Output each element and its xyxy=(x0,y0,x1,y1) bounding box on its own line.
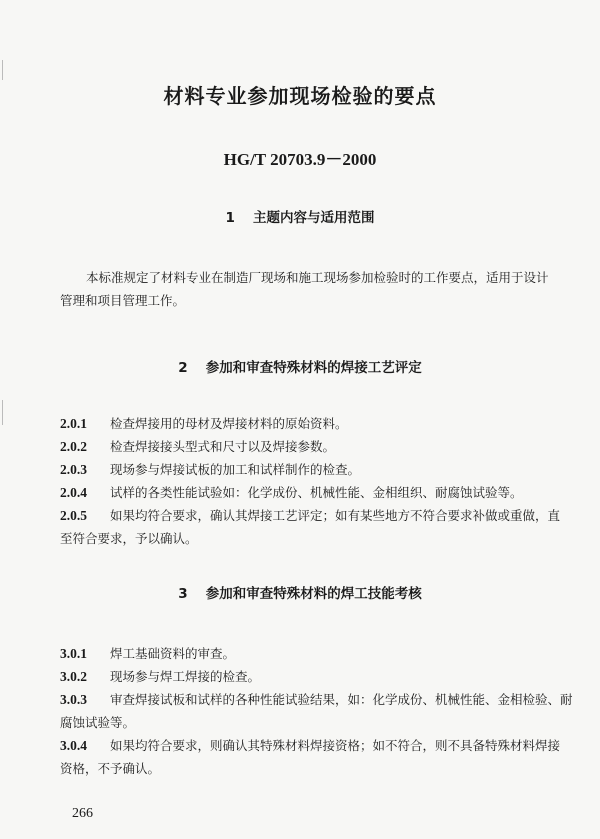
clause-continuation: 至符合要求，予以确认。 xyxy=(60,531,198,546)
clause-text: 焊工基础资料的审查。 xyxy=(110,646,236,661)
clause-3-0-3 xyxy=(60,688,573,711)
paragraph-line: 管理和项目管理工作。 xyxy=(60,293,186,308)
clause-3-0-1 xyxy=(60,642,540,665)
clause-text: 审查焊接试板和试样的各种性能试验结果，如：化学成份、机械性能、金相检验、耐 xyxy=(110,692,573,707)
clause-continuation: 资格，不予确认。 xyxy=(60,761,161,776)
paragraph-line: 本标准规定了材料专业在制造厂现场和施工现场参加检验时的工作要点，适用于设计 xyxy=(86,270,549,285)
clause-number: 2.0.1 xyxy=(60,416,87,431)
standard-code: HG/T 20703.9－2000 xyxy=(223,150,377,169)
scan-mark xyxy=(2,400,3,425)
clause-text: 如果均符合要求，确认其焊接工艺评定；如有某些地方不符合要求补做或重做，直 xyxy=(110,508,561,523)
clause-2-0-5 xyxy=(60,504,561,527)
clause-number: 3.0.1 xyxy=(60,646,87,661)
clause-text: 如果均符合要求，则确认其特殊材料焊接资格；如不符合，则不具备特殊材料焊接 xyxy=(110,738,561,753)
clause-text: 现场参与焊工焊接的检查。 xyxy=(110,669,261,684)
clause-text: 试样的各类性能试验如：化学成份、机械性能、金相组织、耐腐蚀试验等。 xyxy=(110,485,523,500)
clause-number: 2.0.5 xyxy=(60,508,87,523)
clause-text: 现场参与焊接试板的加工和试样制作的检查。 xyxy=(110,462,361,477)
clause-number: 3.0.2 xyxy=(60,669,87,684)
clause-continuation: 腐蚀试验等。 xyxy=(60,715,136,730)
section-number: 1 xyxy=(225,210,235,226)
page-title: 材料专业参加现场检验的要点 xyxy=(163,84,437,108)
clause-number: 2.0.2 xyxy=(60,439,87,454)
clause-number: 3.0.3 xyxy=(60,692,87,707)
clause-3-0-4 xyxy=(60,734,561,757)
section-title: 参加和审查特殊材料的焊接工艺评定 xyxy=(205,360,422,376)
clause-2-0-2 xyxy=(60,435,540,458)
section-heading-2 xyxy=(0,356,600,376)
clause-number: 2.0.4 xyxy=(60,485,87,500)
section-heading-3 xyxy=(0,582,600,602)
clause-number: 2.0.3 xyxy=(60,462,87,477)
section-number: 3 xyxy=(178,586,188,602)
section-number: 2 xyxy=(178,360,188,376)
clause-2-0-1 xyxy=(60,412,540,435)
clause-2-0-4 xyxy=(60,481,540,504)
section-title: 主题内容与适用范围 xyxy=(252,210,375,226)
clause-3-0-2 xyxy=(60,665,540,688)
section-heading-1 xyxy=(0,206,600,226)
page-number: 266 xyxy=(72,806,93,821)
clause-text: 检查焊接接头型式和尺寸以及焊接参数。 xyxy=(110,439,336,454)
clause-text: 检查焊接用的母材及焊接材料的原始资料。 xyxy=(110,416,348,431)
section-title: 参加和审查特殊材料的焊工技能考核 xyxy=(205,586,422,602)
clause-number: 3.0.4 xyxy=(60,738,87,753)
clause-2-0-3 xyxy=(60,458,540,481)
scan-mark xyxy=(2,60,3,80)
